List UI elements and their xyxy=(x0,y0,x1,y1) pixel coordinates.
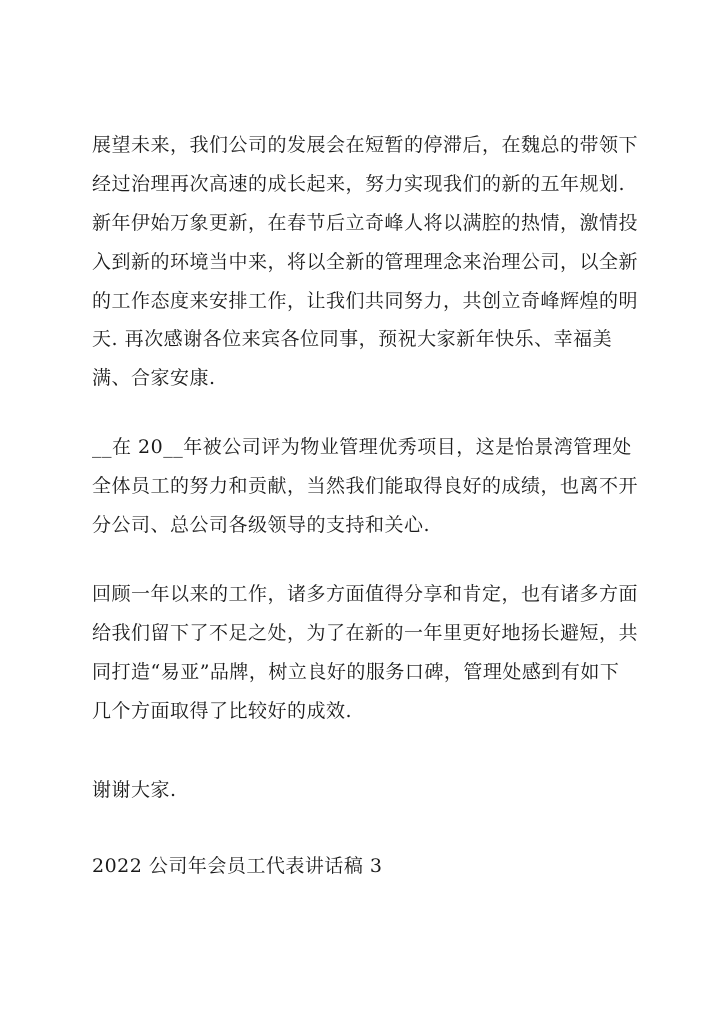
paragraph-3-line-4: 几个方面取得了比较好的成效. xyxy=(92,700,353,722)
paragraph-2-line-2: 全体员工的努力和贡献，当然我们能取得良好的成绩，也离不开 xyxy=(92,475,639,497)
paragraph-1-line-3: 新年伊始万象更新，在春节后立奇峰人将以满腔的热情，激情投 xyxy=(92,212,639,234)
paragraph-2-line-1: __在 20__年被公司评为物业管理优秀项目，这是怡景湾管理处 xyxy=(92,436,632,458)
paragraph-3-line-2: 给我们留下了不足之处，为了在新的一年里更好地扬长避短，共 xyxy=(92,622,639,644)
paragraph-3-line-3: 同打造“易亚”品牌，树立良好的服务口碑，管理处感到有如下 xyxy=(92,661,620,683)
paragraph-1-line-1: 展望未来，我们公司的发展会在短暂的停滞后，在魏总的带领下 xyxy=(92,134,639,156)
paragraph-1-line-6: 天. 再次感谢各位来宾各位同事，预祝大家新年快乐、幸福美 xyxy=(92,328,613,350)
paragraph-2-line-3: 分公司、总公司各级领导的支持和关心. xyxy=(92,514,431,536)
paragraph-3-line-1: 回顾一年以来的工作，诸多方面值得分享和肯定，也有诸多方面 xyxy=(92,583,639,605)
paragraph-1-line-7: 满、合家安康. xyxy=(92,367,216,389)
section-heading: 2022 公司年会员工代表讲话稿 3 xyxy=(92,855,383,877)
closing-thanks: 谢谢大家. xyxy=(92,779,177,801)
paragraph-1-line-2: 经过治理再次高速的成长起来，努力实现我们的新的五年规划. xyxy=(92,173,626,195)
paragraph-1-line-5: 的工作态度来安排工作，让我们共同努力，共创立奇峰辉煌的明 xyxy=(92,290,639,312)
paragraph-1-line-4: 入到新的环境当中来，将以全新的管理理念来治理公司，以全新 xyxy=(92,251,639,273)
